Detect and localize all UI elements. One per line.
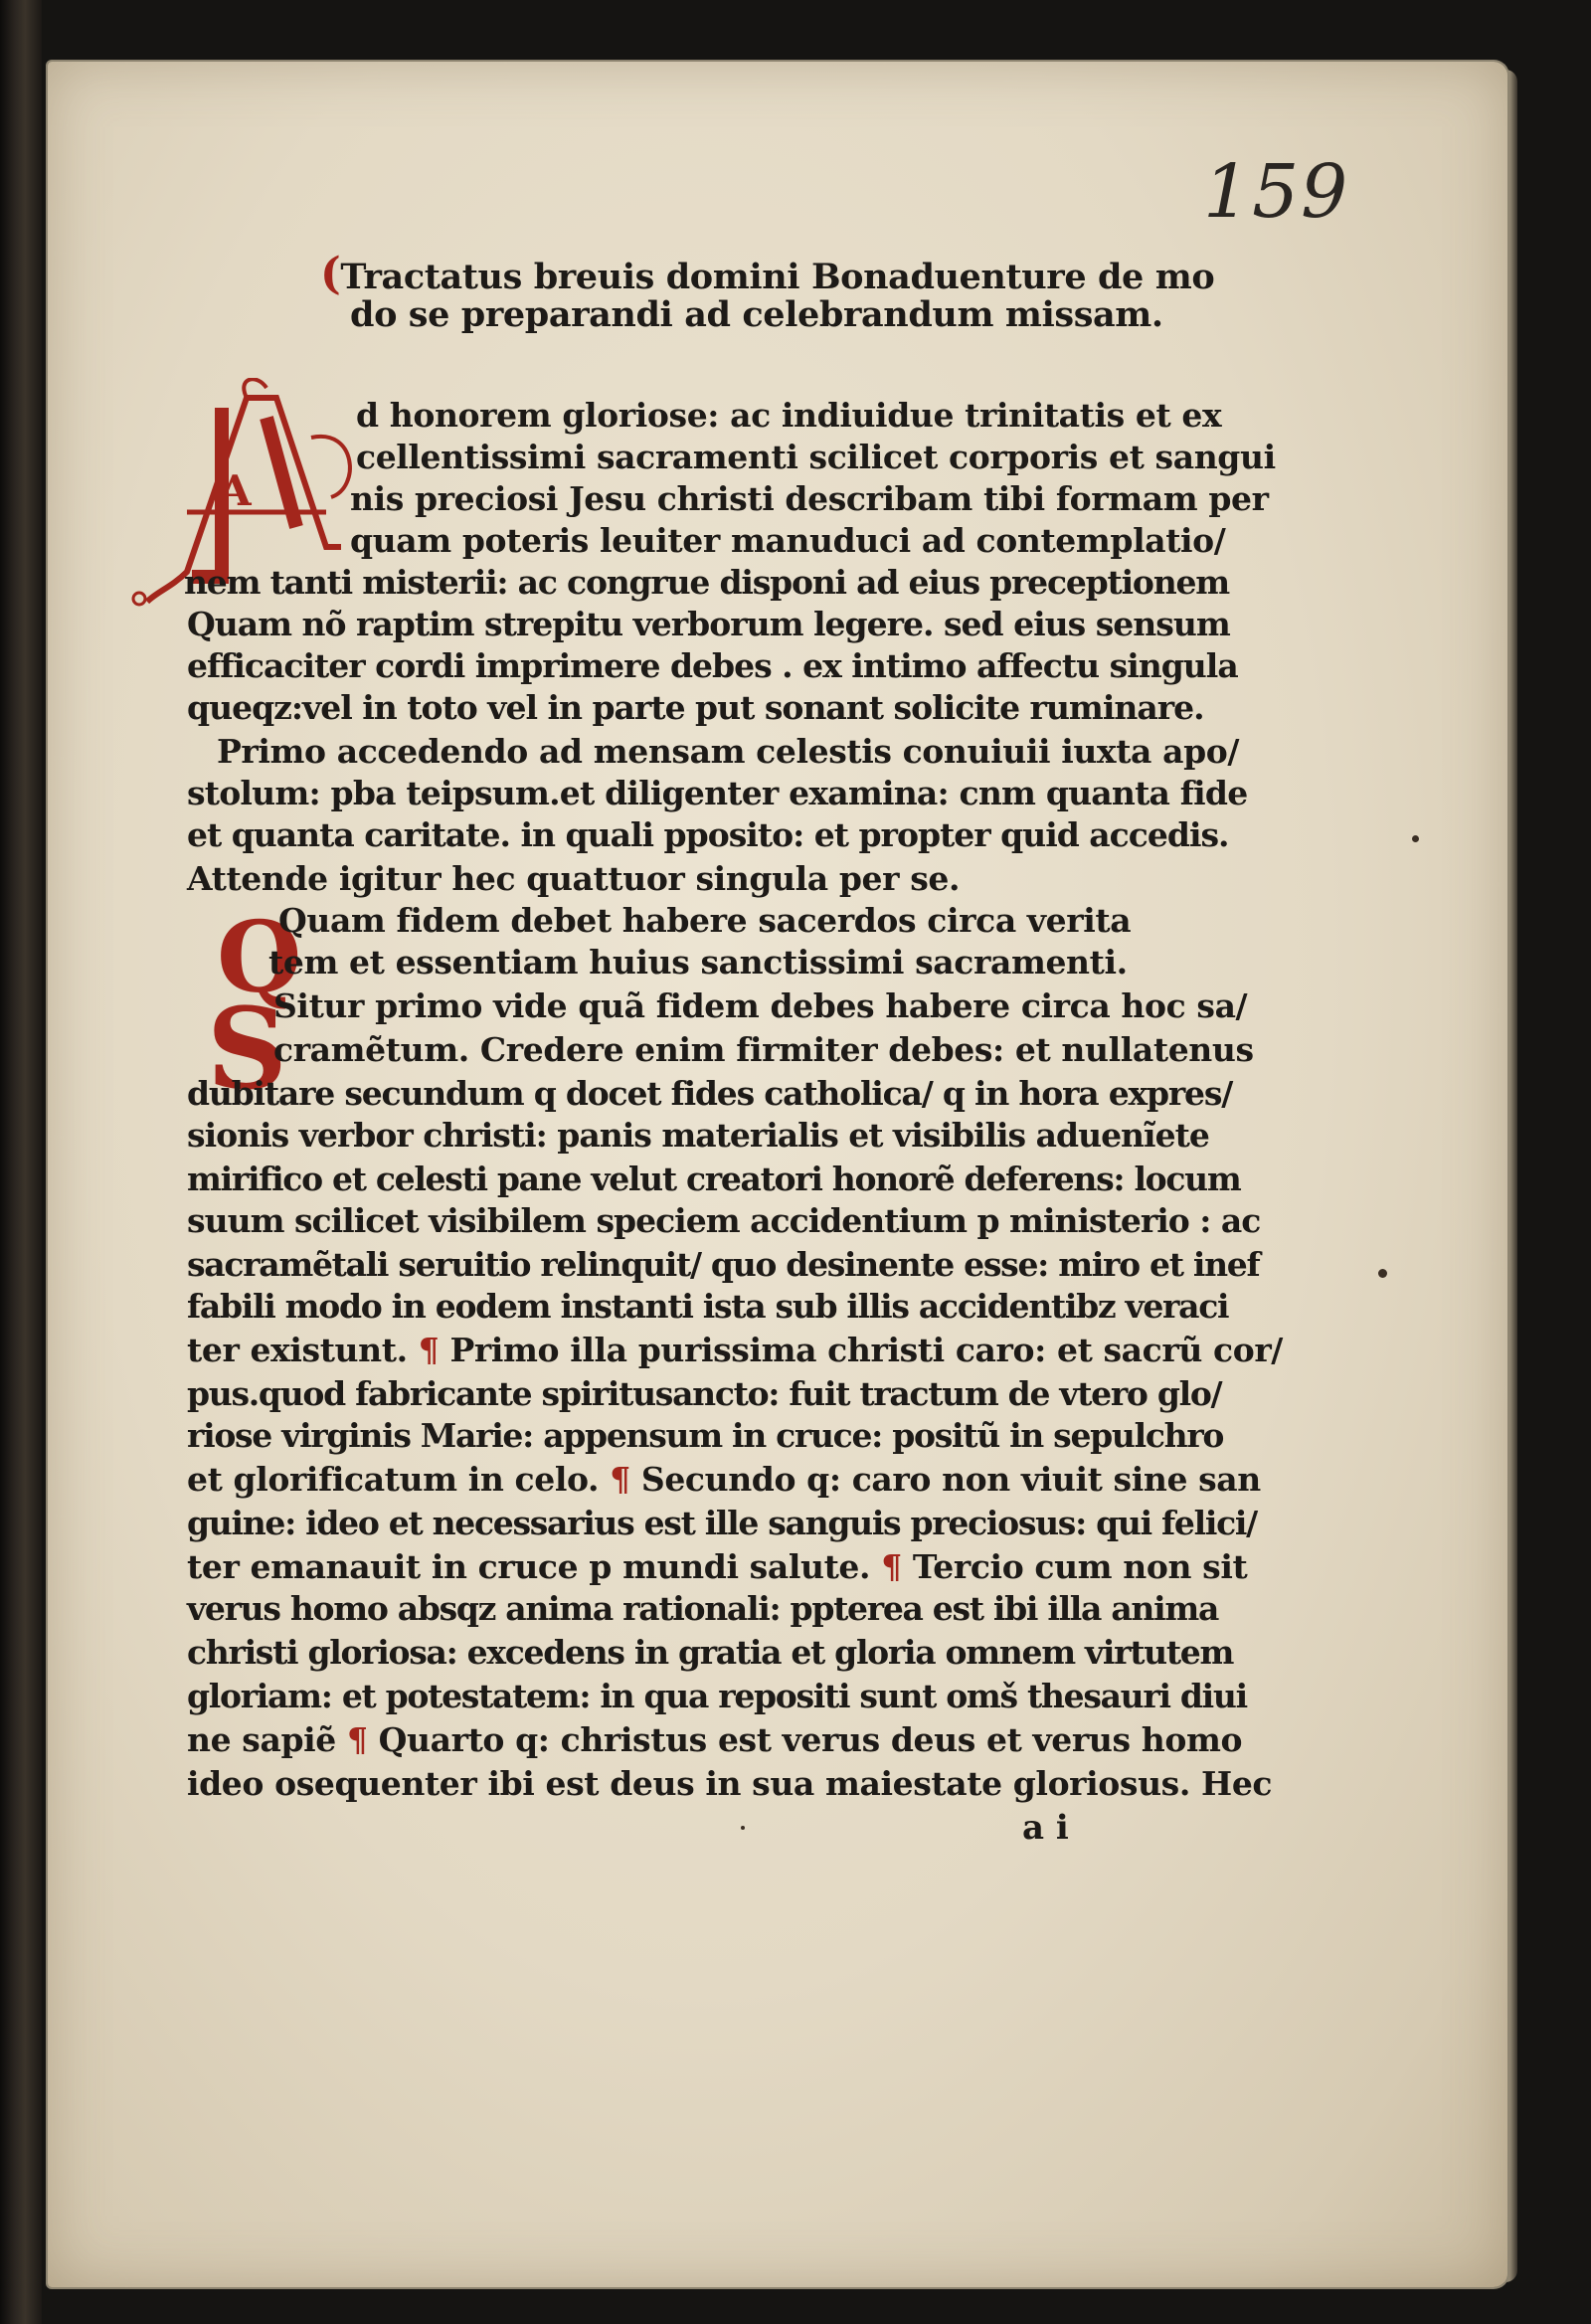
body2-line-11: riose virginis Marie: appensum in cruce: positũ in sepulchro [187,1416,1224,1455]
body2-line-19a: ideo osequenter ibi est deus in sua maiestate gloriosus. [187,1764,1190,1803]
paper-speck [741,1826,745,1830]
paragraph-mark: ¶ [346,1720,368,1759]
heading-2-line-1: Quam fidem debet habere sacerdos circa verita [278,901,1132,940]
title-paragraph-mark: ( [320,249,341,299]
body2-line-14a: ter emanauit in cruce p mundi salute. [187,1547,871,1586]
body2-line-12a: et glorificatum in celo. [187,1460,600,1499]
body2-line-18a: ne sapiẽ [187,1720,336,1759]
paragraph-mark: ¶ [418,1331,440,1369]
body2-line-14 [187,1547,1247,1586]
body-line-11: et quanta caritate. in quali pposito: et propter quid accedis. [187,815,1229,854]
body2-line-15: verus homo absqz anima rationali: ppterea est ibi illa anima [187,1589,1219,1628]
body2-line-4: sionis verbor christi: panis materialis et visibilis aduenĩete [187,1116,1209,1155]
paper-speck [1412,835,1419,842]
paper-speck [1378,1269,1387,1278]
body2-line-7: sacramẽtali seruitio relinquit/ quo desinente esse: miro et inef [187,1245,1260,1284]
initial-q: Q [217,901,302,1015]
body-line-6: Quam nõ raptim strepitu verborum legere. sed eius sensum [187,605,1230,643]
body2-line-6: suum scilicet visibilem speciem accidentium p ministerio : ac [187,1201,1261,1240]
book-binding [0,0,42,2324]
title-line-2: do se preparandi ad celebrandum missam. [350,294,1163,335]
body2-line-5: mirifico et celesti pane velut creatori honorẽ deferens: locum [187,1160,1241,1198]
body-line-1: d honorem gloriose: ac indiuidue trinitatis et ex [356,396,1222,435]
body2-line-14b: Tercio cum non sit [912,1547,1248,1586]
body-line-9: Primo accedendo ad mensam celestis conuiuii iuxta apo/ [217,732,1240,771]
body2-line-17: gloriam: et potestatem: in qua repositi sunt omš thesauri diui [187,1677,1247,1715]
body2-line-12 [187,1460,1261,1499]
body2-line-9a: ter existunt. [187,1331,408,1369]
body2-line-2: cramẽtum. Credere enim firmiter debes: et nullatenus [273,1030,1254,1069]
body2-line-1: Situr primo vide quã fidem debes habere circa hoc sa/ [273,986,1248,1025]
title-line-1: (Tractatus breuis domini Bonaduenture de mo [320,249,1215,299]
body2-line-18 [187,1720,1242,1759]
body2-line-19b: Hec [1201,1764,1273,1803]
body-line-10: stolum: pba teipsum.et diligenter examina: cnm quanta fide [187,774,1248,812]
body2-line-18b: Quarto q: christus est verus deus et verus homo [378,1720,1243,1759]
body2-line-10: pus.quod fabricante spiritusancto: fuit tractum de vtero glo/ [187,1374,1222,1413]
body2-line-8: fabili modo in eodem instanti ista sub illis accidentibz veraci [187,1287,1229,1326]
body-line-3: nis preciosi Jesu christi describam tibi formam per [350,479,1269,518]
body-line-8: queqz:vel in toto vel in parte put sonant solicite ruminare. [187,688,1204,727]
folio-number: 159 [1203,149,1350,235]
heading-2-line-2: tem et essentiam huius sanctissimi sacramenti. [268,943,1128,982]
initial-s: S [207,984,287,1115]
body2-line-12b: Secundo q: caro non viuit sine san [640,1460,1261,1499]
body-line-5: nem tanti misterii: ac congrue disponi ad eius preceptionem [184,563,1230,602]
body2-line-16: christi gloriosa: excedens in gratia et gloria omnem virtutem [187,1633,1234,1672]
body2-line-19 [187,1764,1272,1803]
body2-line-13: guine: ideo et necessarius est ille sanguis preciosus: qui felici/ [187,1504,1257,1542]
body2-line-9 [187,1331,1283,1369]
body-line-7: efficaciter cordi imprimere debes . ex intimo affectu singula [187,646,1238,685]
initial-a-letter: A [219,466,252,515]
body2-line-3: dubitare secundum q docet fides catholica/ q in hora expres/ [187,1074,1233,1113]
body2-line-9b: Primo illa purissima christi caro: et sacrũ cor/ [449,1331,1283,1369]
paragraph-mark: ¶ [881,1547,902,1586]
signature-mark: a i [1022,1808,1069,1848]
body-line-4: quam poteris leuiter manuduci ad contemplatio/ [350,521,1226,560]
body-line-12: Attende igitur hec quattuor singula per se. [187,859,961,898]
paragraph-mark: ¶ [610,1460,630,1499]
body-line-2: cellentissimi sacramenti scilicet corporis et sangui [356,438,1276,476]
